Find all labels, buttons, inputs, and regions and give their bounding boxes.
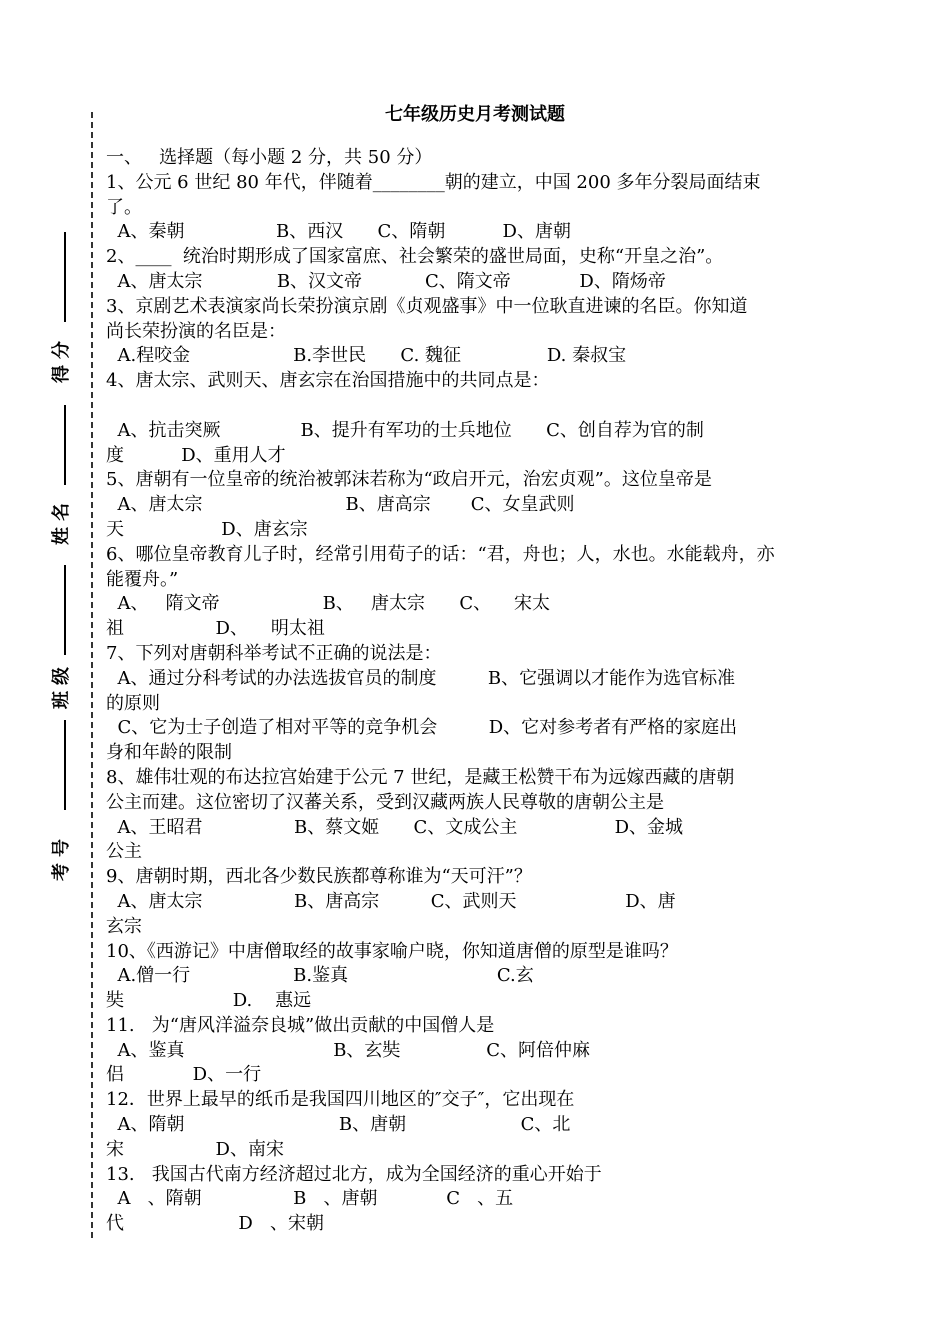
question-line: 宋 D、南宋 xyxy=(106,1138,284,1160)
question-line: 11. 为“唐风洋溢奈良城”做出贡献的中国僧人是 xyxy=(106,1014,495,1036)
question-line: 能覆舟。” xyxy=(106,568,179,590)
side-label-id: 考号 xyxy=(51,833,72,881)
question-line: A、通过分科考试的办法选拔官员的制度 B、它强调以才能作为选官标准 xyxy=(106,667,736,689)
class-field-line-lower xyxy=(64,720,66,810)
question-line: 9、唐朝时期，西北各少数民族都尊称谁为“天可汗”？ xyxy=(106,866,532,888)
class-field-line xyxy=(64,565,66,655)
question-line: A.程咬金 B.李世民 C. 魏征 D. 秦叔宝 xyxy=(106,345,627,367)
question-line: A、隋朝 B、唐朝 C、北 xyxy=(106,1114,571,1136)
section-header: 一、 选择题（每小题 2 分，共 50 分） xyxy=(106,147,433,168)
question-line: 12．世界上最早的纸币是我国四川地区的″交子″，它出现在 xyxy=(106,1089,575,1111)
question-line: A、王昭君 B、蔡文姬 C、文成公主 D、金城 xyxy=(106,816,684,838)
question-line: A、抗击突厥 B、提升有军功的士兵地位 C、创自荐为官的制 xyxy=(106,419,704,441)
question-line: A、秦朝 B、西汉 C、隋朝 D、唐朝 xyxy=(106,221,571,243)
question-lines xyxy=(106,171,878,1237)
question-line: C、它为士子创造了相对平等的竞争机会 D、它对参考者有严格的家庭出 xyxy=(106,717,738,739)
question-line: 7、下列对唐朝科举考试不正确的说法是： xyxy=(106,642,442,664)
question-line: A、唐太宗 B、唐高宗 C、武则天 D、唐 xyxy=(106,890,676,912)
score-field-line xyxy=(64,232,66,322)
name-field-line xyxy=(64,405,66,485)
question-line: 天 D、唐玄宗 xyxy=(106,518,308,540)
question-line: 度 D、重用人才 xyxy=(106,444,286,466)
question-line: 了。 xyxy=(106,196,142,218)
question-line: A 、隋朝 B 、唐朝 C 、五 xyxy=(106,1188,514,1210)
question-line: 8、雄伟壮观的布达拉宫始建于公元 7 世纪，是藏王松赞干布为远嫁西藏的唐朝 xyxy=(106,766,735,788)
question-line: 奘 D. 惠远 xyxy=(106,990,312,1012)
question-line: A、唐太宗 B、汉文帝 C、隋文帝 D、隋炀帝 xyxy=(106,270,666,292)
question-line: 祖 D、 明太祖 xyxy=(106,618,325,640)
binding-dashed-line xyxy=(91,112,93,1238)
question-line: 公主 xyxy=(106,841,142,863)
question-line: 代 D 、宋朝 xyxy=(106,1213,325,1235)
question-line: 6、哪位皇帝教育儿子时，经常引用荀子的话：“君，舟也；人，水也。水能载舟，亦 xyxy=(106,543,775,565)
question-line: A、 隋文帝 B、 唐太宗 C、 宋太 xyxy=(106,593,550,615)
question-line: 的原则 xyxy=(106,692,160,714)
question-line: A、唐太宗 B、唐高宗 C、女皇武则 xyxy=(106,494,575,516)
question-line: A.僧一行 B.鉴真 C.玄 xyxy=(106,965,534,987)
question-line: 1、公元 6 世纪 80 年代，伴随着________朝的建立，中国 200 多年分裂局面结束 xyxy=(106,171,761,193)
question-line: A、鉴真 B、玄奘 C、阿倍仲麻 xyxy=(106,1039,591,1061)
exam-title: 七年级历史月考测试题 xyxy=(385,104,565,125)
question-line xyxy=(106,394,878,419)
question-line: 玄宗 xyxy=(106,915,142,937)
question-line: 侣 D、一行 xyxy=(106,1064,262,1086)
question-line: 公主而建。这位密切了汉蕃关系，受到汉藏两族人民尊敬的唐朝公主是 xyxy=(106,791,664,813)
question-line: 10、《西游记》中唐僧取经的故事家喻户晓，你知道唐僧的原型是谁吗？ xyxy=(106,940,678,962)
question-line: 13. 我国古代南方经济超过北方，成为全国经济的重心开始于 xyxy=(106,1163,602,1185)
question-body xyxy=(106,146,878,1237)
question-line: 尚长荣扮演的名臣是： xyxy=(106,320,286,342)
question-line: 2、____ 统治时期形成了国家富庶、社会繁荣的盛世局面，史称“开皇之治”。 xyxy=(106,246,724,268)
side-label-score: 得分 xyxy=(51,335,72,383)
question-line: 5、唐朝有一位皇帝的统治被郭沫若称为“政启开元，治宏贞观”。这位皇帝是 xyxy=(106,469,712,491)
question-line: 3、京剧艺术表演家尚长荣扮演京剧《贞观盛事》中一位耿直进谏的名臣。你知道 xyxy=(106,295,748,317)
question-line: 4、唐太宗、武则天、唐玄宗在治国措施中的共同点是： xyxy=(106,370,550,392)
side-label-class: 班级 xyxy=(51,661,72,709)
side-label-name: 姓名 xyxy=(51,497,72,545)
question-line: 身和年龄的限制 xyxy=(106,742,232,764)
